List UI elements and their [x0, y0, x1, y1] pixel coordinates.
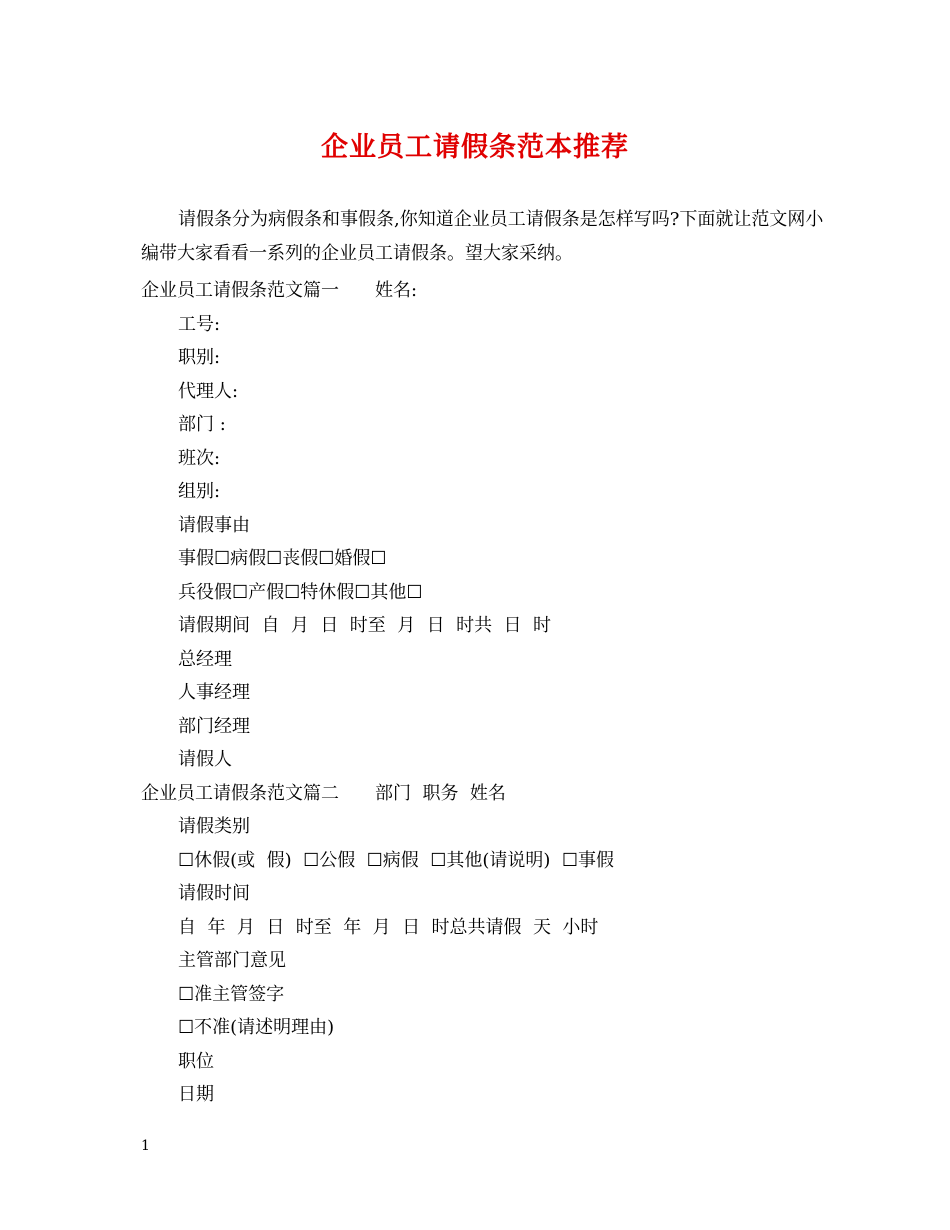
leave-type-options-1: 事假☐病假☐丧假☐婚假☐	[178, 548, 387, 569]
signer-general-manager: 总经理	[178, 649, 232, 670]
intro-paragraph: 请假条分为病假条和事假条,你知道企业员工请假条是怎样写吗?下面就让范文网小编带大家看看一系列的企业员工请假条。望大家采纳。	[141, 209, 824, 264]
section-1-name-field: 姓名:	[375, 280, 418, 301]
section-1-heading-line	[141, 279, 417, 303]
field-leave-time: 请假时间	[178, 883, 250, 904]
field-date: 日期	[178, 1084, 214, 1105]
leave-time-line: 自 年 月 日 时至 年 月 日 时总共请假 天 小时	[178, 917, 599, 938]
leave-period-line: 请假期间 自 月 日 时至 月 日 时共 日 时	[178, 615, 551, 636]
option-reject: ☐不准(请述明理由)	[178, 1017, 335, 1038]
field-shift: 班次:	[178, 448, 221, 469]
leave-type-options-2: 兵役假☐产假☐特休假☐其他☐	[178, 582, 423, 603]
option-approve: ☐准主管签字	[178, 984, 285, 1005]
section-2-heading: 企业员工请假条范文篇二	[141, 783, 339, 804]
signer-hr-manager: 人事经理	[178, 682, 250, 703]
field-position: 职位	[178, 1051, 214, 1072]
section-1-heading: 企业员工请假条范文篇一	[141, 280, 339, 301]
page-number: 1	[141, 1138, 150, 1154]
section-2-header-fields: 部门 职务 姓名	[375, 783, 506, 804]
field-supervisor-opinion: 主管部门意见	[178, 950, 286, 971]
document-title: 企业员工请假条范本推荐	[321, 132, 629, 163]
field-employee-id: 工号:	[178, 314, 221, 335]
field-job-level: 职别:	[178, 347, 221, 368]
field-agent: 代理人:	[178, 381, 239, 402]
leave-category-options: ☐休假(或 假) ☐公假 ☐病假 ☐其他(请说明) ☐事假	[178, 850, 614, 871]
field-group: 组别:	[178, 481, 221, 502]
field-leave-category: 请假类别	[178, 816, 250, 837]
field-leave-reason: 请假事由	[178, 515, 250, 536]
field-department: 部门 :	[178, 414, 226, 435]
signer-department-manager: 部门经理	[178, 716, 250, 737]
signer-applicant: 请假人	[178, 749, 232, 770]
section-2-heading-line	[141, 782, 506, 806]
